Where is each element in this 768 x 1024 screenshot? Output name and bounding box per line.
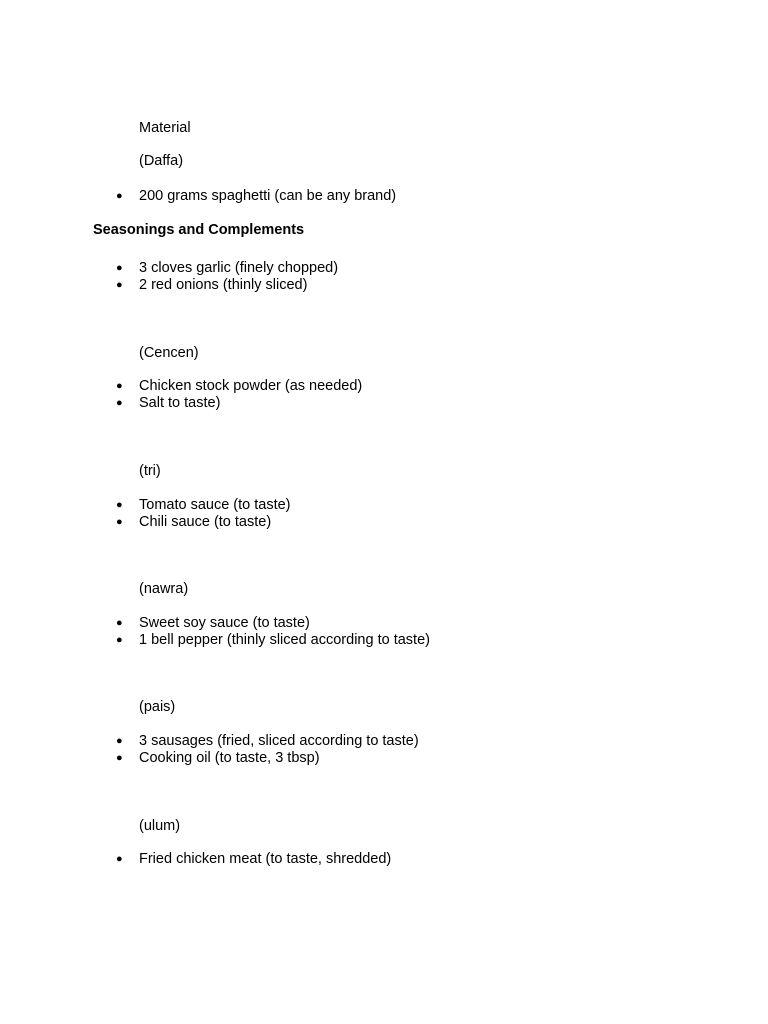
daffa-label: (Daffa) — [139, 153, 184, 169]
list-item-text: 200 grams spaghetti (can be any brand) — [139, 188, 397, 204]
list-item — [0, 395, 362, 412]
pais-list — [0, 733, 419, 767]
list-item-text: 1 bell pepper (thinly sliced according to taste) — [139, 632, 430, 648]
list-item — [0, 632, 430, 649]
tri-list — [0, 497, 291, 531]
list-item — [0, 277, 338, 294]
tri-label: (tri) — [139, 463, 161, 479]
list-item — [0, 514, 291, 531]
material-label: Material — [139, 120, 191, 136]
bullet-icon: ● — [116, 617, 123, 629]
list-item-text: 3 cloves garlic (finely chopped) — [139, 260, 339, 276]
bullet-icon: ● — [116, 853, 123, 865]
bullet-icon: ● — [116, 279, 123, 291]
list-item-text: 3 sausages (fried, sliced according to taste) — [139, 733, 419, 749]
bullet-icon: ● — [116, 634, 123, 646]
list-item — [0, 497, 291, 514]
list-item-text: Chili sauce (to taste) — [139, 514, 272, 530]
bullet-icon: ● — [116, 499, 123, 511]
bullet-icon: ● — [116, 380, 123, 392]
bullet-icon: ● — [116, 516, 123, 528]
list-item-text: 2 red onions (thinly sliced) — [139, 277, 308, 293]
list-item — [0, 188, 396, 205]
list-item-text: Chicken stock powder (as needed) — [139, 378, 363, 394]
daffa-list — [0, 188, 396, 205]
nawra-label: (nawra) — [139, 581, 189, 597]
seasonings-heading: Seasonings and Complements — [93, 222, 305, 238]
list-item — [0, 378, 362, 395]
list-item-text: Cooking oil (to taste, 3 tbsp) — [139, 750, 320, 766]
cencen-label: (Cencen) — [139, 345, 199, 361]
list-item — [0, 733, 419, 750]
list-item-text: Tomato sauce (to taste) — [139, 497, 291, 513]
nawra-list — [0, 615, 430, 649]
cencen-list — [0, 378, 362, 412]
ulum-label: (ulum) — [139, 818, 181, 834]
bullet-icon: ● — [116, 752, 123, 764]
list-item — [0, 750, 419, 767]
list-item-text: Sweet soy sauce (to taste) — [139, 615, 310, 631]
list-item — [0, 851, 391, 868]
bullet-icon: ● — [116, 397, 123, 409]
list-item-text: Fried chicken meat (to taste, shredded) — [139, 851, 392, 867]
list-item — [0, 260, 338, 277]
list-item — [0, 615, 430, 632]
bullet-icon: ● — [116, 735, 123, 747]
seasonings-list — [0, 260, 338, 294]
ulum-list — [0, 851, 391, 868]
list-item-text: Salt to taste) — [139, 395, 221, 411]
pais-label: (pais) — [139, 699, 176, 715]
bullet-icon: ● — [116, 262, 123, 274]
bullet-icon: ● — [116, 190, 123, 202]
